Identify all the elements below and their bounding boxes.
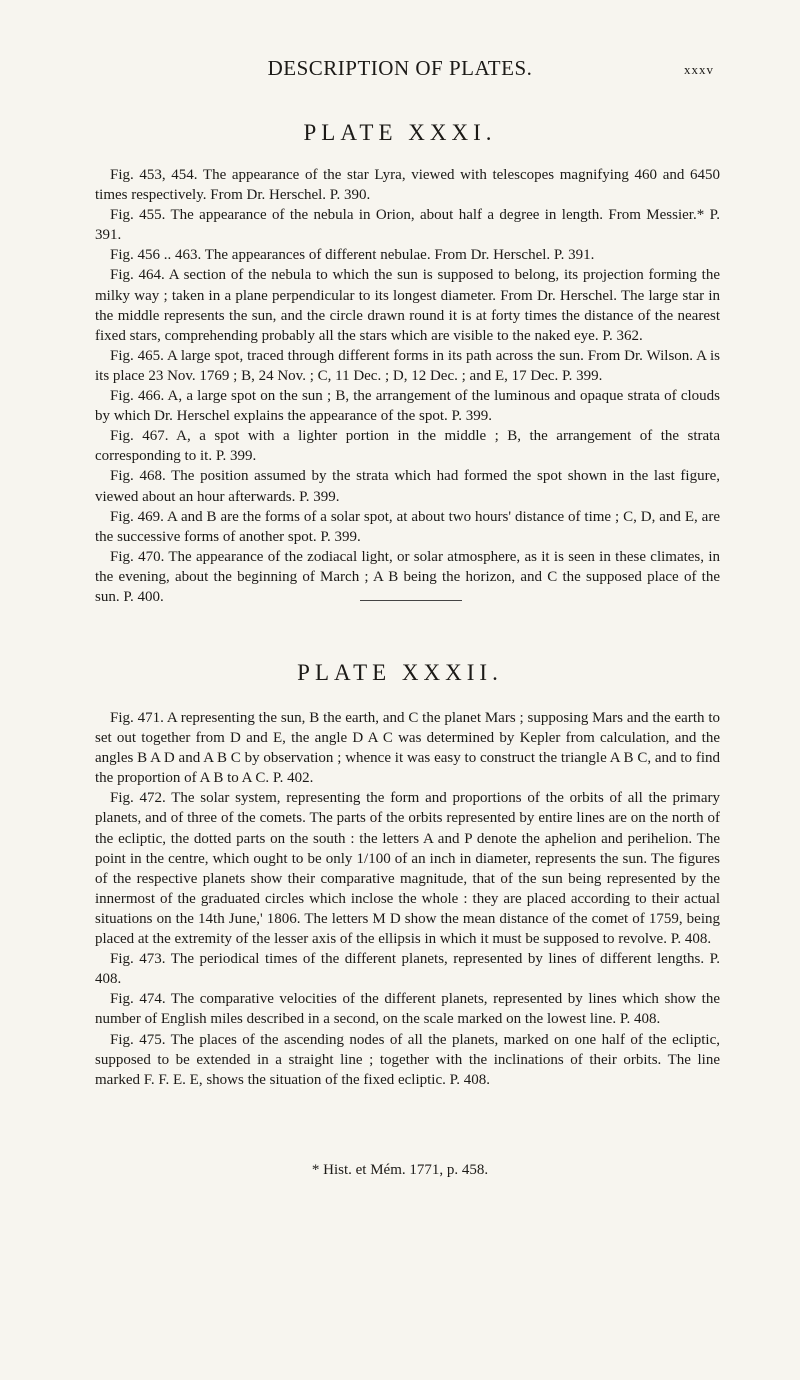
figure-description: Fig. 455. The appearance of the nebula in Orion, about half a degree in length. From Messier.* P. 391. bbox=[95, 207, 720, 244]
page-number: xxxv bbox=[684, 62, 714, 77]
figure-description: Fig. 466. A, a large spot on the sun ; B, the arrangement of the luminous and opaque strata of clouds by which Dr. Herschel explains the appearance of the spot. P. 399. bbox=[95, 388, 720, 425]
footnote: * Hist. et Mém. 1771, p. 458. bbox=[311, 1162, 489, 1178]
figure-description: Fig. 473. The periodical times of the different planets, represented by lines of different lengths. P. 408. bbox=[95, 951, 720, 988]
section-divider bbox=[360, 600, 462, 601]
figure-description: Fig. 470. The appearance of the zodiacal light, or solar atmosphere, as it is seen in these climates, in the evening, about the beginning of March ; A B being the horizon, and C the supposed place of the sun. P. 400. bbox=[95, 548, 720, 605]
figure-description: Fig. 469. A and B are the forms of a solar spot, at about two hours' distance of time ; C, D, and E, are the successive forms of another spot. P. 399. bbox=[95, 508, 720, 545]
figure-description: Fig. 467. A, a spot with a lighter portion in the middle ; B, the arrangement of the strata corresponding to it. P. 399. bbox=[95, 428, 720, 465]
plate-xxxi-descriptions bbox=[95, 165, 720, 607]
figure-description: Fig. 472. The solar system, representing the form and proportions of the orbits of all the primary planets, and of three of the comets. The parts of the orbits represented by entire lines are on the north of the ecliptic, the dotted parts on the south : the letters A and P denote the aphelion and perihelion. The point in the centre, which ought to be only 1/100 of an inch in diameter, represents the sun. The figures of the respective planets show their comparative magnitude, that of the sun being represented by the innermost of the graduated circles which inclose the whole : they are placed according to their actual situations on the 14th June,' 1806. The letters M D show the mean distance of the comet of 1759, being placed at the extremity of the lesser axis of the ellipsis in which it must be supposed to revolve. P. 408. bbox=[95, 790, 720, 948]
plate-xxxii-descriptions bbox=[95, 708, 720, 1090]
figure-description: Fig. 468. The position assumed by the strata which had formed the spot shown in the last figure, viewed about an hour afterwards. P. 399. bbox=[95, 468, 720, 505]
plate-xxxii-title: PLATE XXXII. bbox=[297, 660, 503, 685]
figure-description: Fig. 453, 454. The appearance of the star Lyra, viewed with telescopes magnifying 460 and 6450 times respectively. From Dr. Herschel. P. 390. bbox=[95, 167, 720, 204]
running-head bbox=[0, 56, 800, 86]
figure-description: Fig. 475. The places of the ascending nodes of all the planets, marked on one half of the ecliptic, supposed to be extended in a straight line ; together with the inclinations of their orbits. The line marked F. F. E. E, shows the situation of the fixed ecliptic. P. 408. bbox=[95, 1031, 720, 1088]
figure-description: Fig. 471. A representing the sun, B the earth, and C the planet Mars ; supposing Mars and the earth to set out together from D and E, the angle D A C was determined by Kepler from calculation, and the angles B A D and A B C by observation ; whence it was easy to construct the triangle A B C, and to find the proportion of A B to A C. P. 402. bbox=[95, 710, 720, 787]
plate-xxxi-title: PLATE XXXI. bbox=[303, 120, 497, 145]
figure-description: Fig. 465. A large spot, traced through different forms in its path across the sun. From Dr. Wilson. A is its place 23 Nov. 1769 ; B, 24 Nov. ; C, 11 Dec. ; D, 12 Dec. ; and E, 17 Dec. P. 399. bbox=[95, 347, 720, 384]
figure-description: Fig. 474. The comparative velocities of the different planets, represented by lines which show the number of English miles described in a second, on the scale marked on the lowest line. P. 408. bbox=[95, 991, 720, 1028]
figure-description: Fig. 456 .. 463. The appearances of different nebulae. From Dr. Herschel. P. 391. bbox=[110, 247, 595, 264]
figure-description: Fig. 464. A section of the nebula to which the sun is supposed to belong, its projection forming the milky way ; taken in a plane perpendicular to its longest diameter. From Dr. Herschel. The large star in the middle represents the sun, and the circle drawn round it is at forty times the distance of the nearest fixed stars, comprehending probably all the stars which are visible to the naked eye. P. 362. bbox=[95, 267, 720, 344]
running-title: DESCRIPTION OF PLATES. bbox=[267, 56, 533, 80]
